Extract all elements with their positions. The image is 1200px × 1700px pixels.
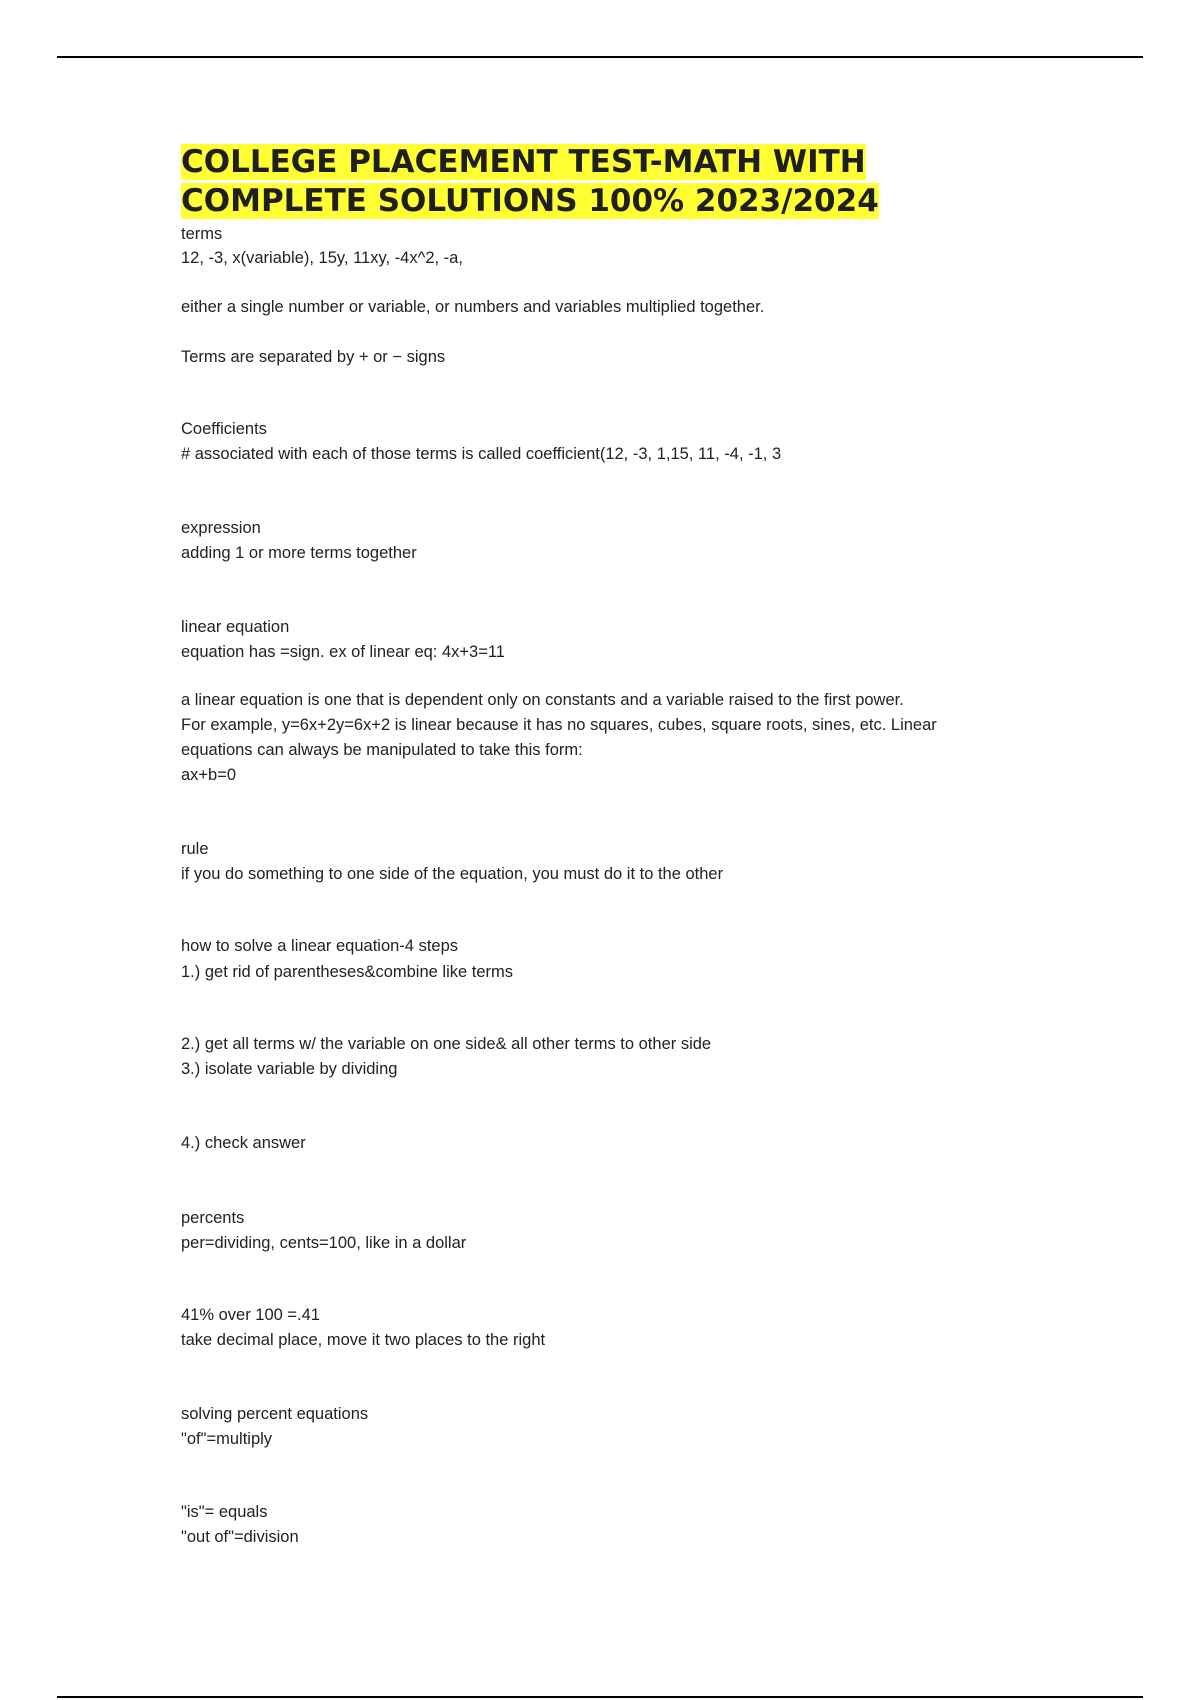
term-heading-coefficients: Coefficients	[181, 420, 267, 438]
bottom-rule	[57, 1696, 1143, 1698]
term-heading-linear-equation: linear equation	[181, 618, 290, 636]
term-heading-percent-equations: solving percent equations	[181, 1405, 369, 1423]
definition-line: take decimal place, move it two places to the right	[181, 1331, 546, 1349]
term-heading-percents: percents	[181, 1209, 245, 1227]
page-title	[181, 143, 879, 221]
definition-line: "out of"=division	[181, 1528, 299, 1546]
definition-line: "is"= equals	[181, 1503, 268, 1521]
definition-line: "of"=multiply	[181, 1430, 273, 1448]
definition-line: equation has =sign. ex of linear eq: 4x+3=11	[181, 643, 505, 661]
top-rule	[57, 56, 1143, 58]
definition-line: 12, -3, x(variable), 15y, 11xy, -4x^2, -a,	[181, 249, 463, 267]
title-line-2: COMPLETE SOLUTIONS 100% 2023/2024	[181, 183, 879, 219]
definition-line: ax+b=0	[181, 766, 237, 784]
definition-line: 41% over 100 =.41	[181, 1306, 320, 1324]
term-heading-solve-steps: how to solve a linear equation-4 steps	[181, 937, 459, 955]
term-heading-expression: expression	[181, 519, 261, 537]
definition-line: equations can always be manipulated to take this form:	[181, 741, 583, 759]
definition-line: For example, y=6x+2y=6x+2 is linear because it has no squares, cubes, square roots, sines, etc. Linear	[181, 716, 937, 734]
definition-line: Terms are separated by + or − signs	[181, 348, 446, 366]
definition-line: either a single number or variable, or numbers and variables multiplied together.	[181, 298, 765, 316]
definition-line: a linear equation is one that is dependent only on constants and a variable raised to the first power.	[181, 691, 904, 709]
definition-line: adding 1 or more terms together	[181, 544, 417, 562]
definition-line: # associated with each of those terms is called coefficient(12, -3, 1,15, 11, -4, -1, 3	[181, 445, 782, 463]
definition-line: per=dividing, cents=100, like in a dollar	[181, 1234, 467, 1252]
step-line: 4.) check answer	[181, 1134, 306, 1152]
step-line: 1.) get rid of parentheses&combine like terms	[181, 963, 513, 981]
step-line: 3.) isolate variable by dividing	[181, 1060, 398, 1078]
term-heading-terms: terms	[181, 225, 223, 243]
title-line-1: COLLEGE PLACEMENT TEST-MATH WITH	[181, 144, 866, 180]
definition-line: if you do something to one side of the equation, you must do it to the other	[181, 865, 724, 883]
step-line: 2.) get all terms w/ the variable on one side& all other terms to other side	[181, 1035, 712, 1053]
term-heading-rule: rule	[181, 840, 209, 858]
